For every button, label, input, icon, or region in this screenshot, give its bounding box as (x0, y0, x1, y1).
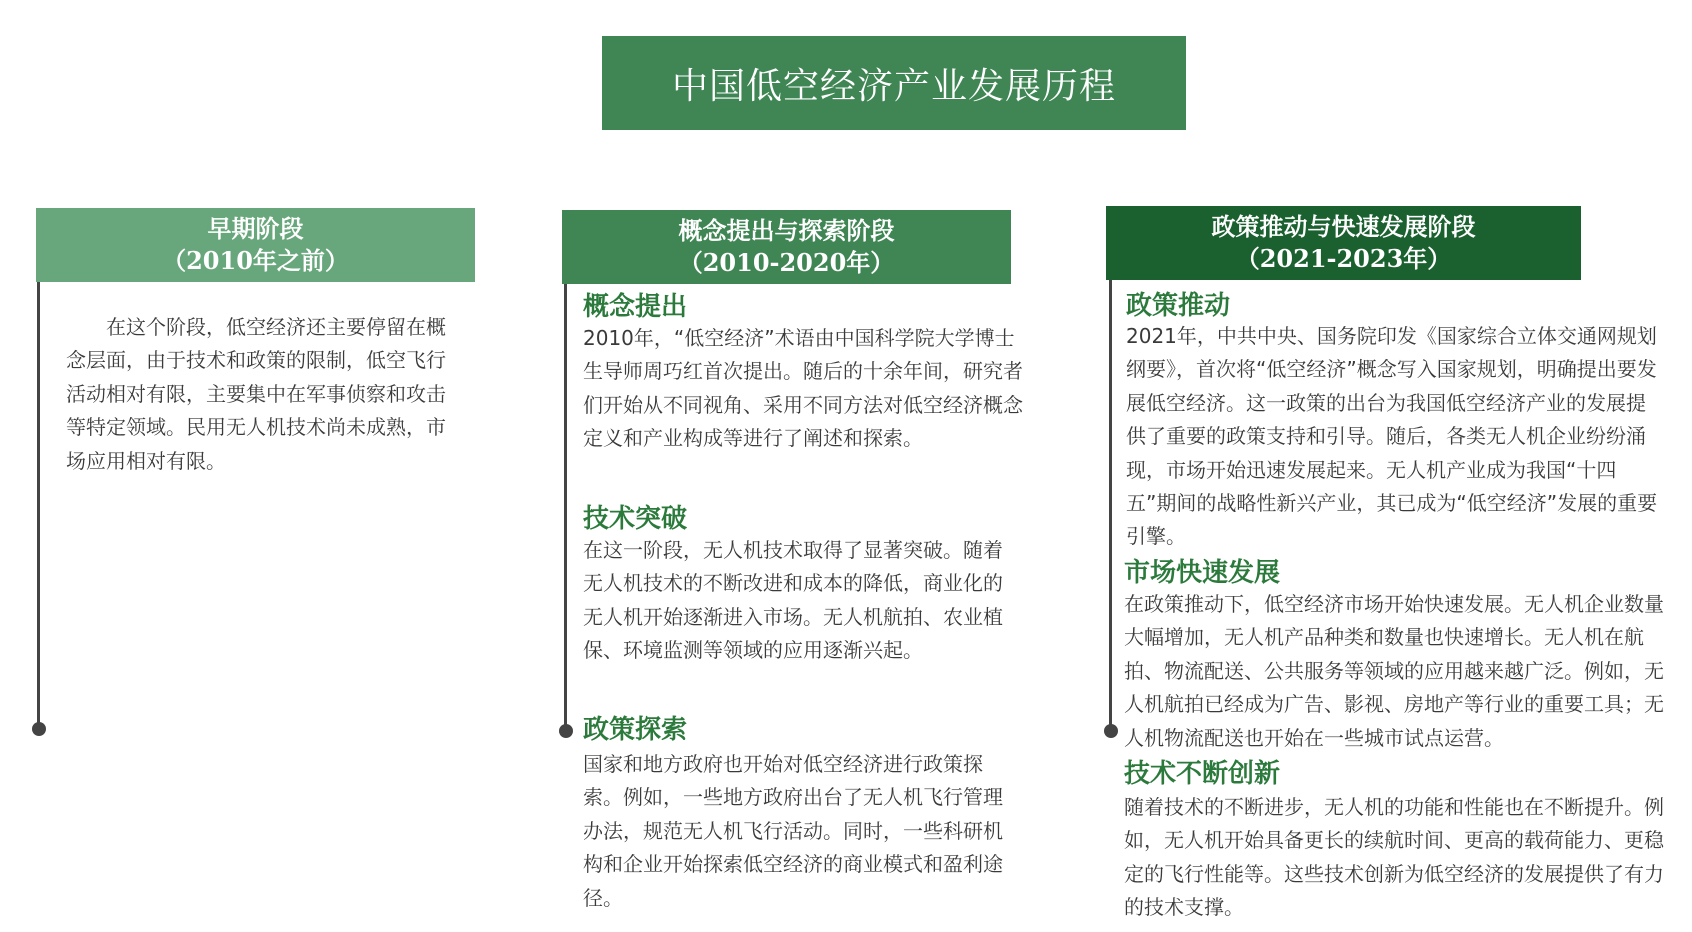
timeline-dot-policy (1104, 724, 1118, 738)
stage-period: （2010-2020年） (678, 248, 895, 277)
stage-period: （2010年之前） (162, 246, 349, 275)
section-text: 2021年，中共中央、国务院印发《国家综合立体交通网规划纲要》，首次将“低空经济”概念写入国家规划，明确提出要发展低空经济。这一政策的出台为我国低空经济产业的发展提供了重要的政策支持和引导。随后，各类无人机企业纷纷涌现，市场开始迅速发展起来。无人机产业成为我国“十四五”期间的战略性新兴产业，其已成为“低空经济”发展的重要引擎。 (1126, 324, 1658, 549)
section-text: 国家和地方政府也开始对低空经济进行政策探索。例如，一些地方政府出台了无人机飞行管理办法，规范无人机飞行活动。同时，一些科研机构和企业开始探索低空经济的商业模式和盈利途径。 (583, 752, 1003, 910)
stage-title: 早期阶段 (207, 214, 304, 243)
section-heading: 技术不断创新 (1124, 759, 1281, 789)
timeline-line-concept (564, 284, 567, 730)
stage-header-concept (562, 210, 1011, 284)
section-heading: 技术突破 (583, 504, 688, 534)
section-text: 在政策推动下，低空经济市场开始快速发展。无人机企业数量大幅增加，无人机产品种类和数量也快速增长。无人机在航拍、物流配送、公共服务等领域的应用越来越广泛。例如，无人机航拍已经成为广告、影视、房地产等行业的重要工具；无人机物流配送也开始在一些城市试点运营。 (1124, 592, 1664, 750)
timeline-dot-early (32, 722, 46, 736)
stage-description: 在这个阶段，低空经济还主要停留在概念层面，由于技术和政策的限制，低空飞行活动相对有限，主要集中在军事侦察和攻击等特定领域。民用无人机技术尚未成熟，市场应用相对有限。 (66, 315, 446, 473)
section-text: 2010年，“低空经济”术语由中国科学院大学博士生导师周巧红首次提出。随后的十余年间，研究者们开始从不同视角、采用不同方法对低空经济概念定义和产业构成等进行了阐述和探索。 (583, 326, 1023, 451)
stage-header-early (36, 208, 475, 282)
section-heading: 政策推动 (1126, 291, 1231, 321)
stage-title: 政策推动与快速发展阶段 (1211, 212, 1476, 241)
stage-title: 概念提出与探索阶段 (678, 216, 895, 245)
section-text: 随着技术的不断进步，无人机的功能和性能也在不断提升。例如，无人机开始具备更长的续航时间、更高的载荷能力、更稳定的飞行性能等。这些技术创新为低空经济的发展提供了有力的技术支撑。 (1124, 795, 1664, 920)
timeline-line-early (37, 282, 40, 728)
section-heading: 政策探索 (583, 715, 688, 745)
timeline-dot-concept (559, 724, 573, 738)
section-heading: 市场快速发展 (1124, 558, 1281, 588)
timeline-line-policy (1109, 280, 1112, 730)
page-title: 中国低空经济产业发展历程 (602, 36, 1186, 130)
stage-period: （2021-2023年） (1235, 244, 1452, 273)
stage-header-policy (1106, 206, 1581, 280)
section-text: 在这一阶段，无人机技术取得了显著突破。随着无人机技术的不断改进和成本的降低，商业化的无人机开始逐渐进入市场。无人机航拍、农业植保、环境监测等领域的应用逐渐兴起。 (583, 538, 1003, 663)
section-heading: 概念提出 (583, 292, 688, 322)
